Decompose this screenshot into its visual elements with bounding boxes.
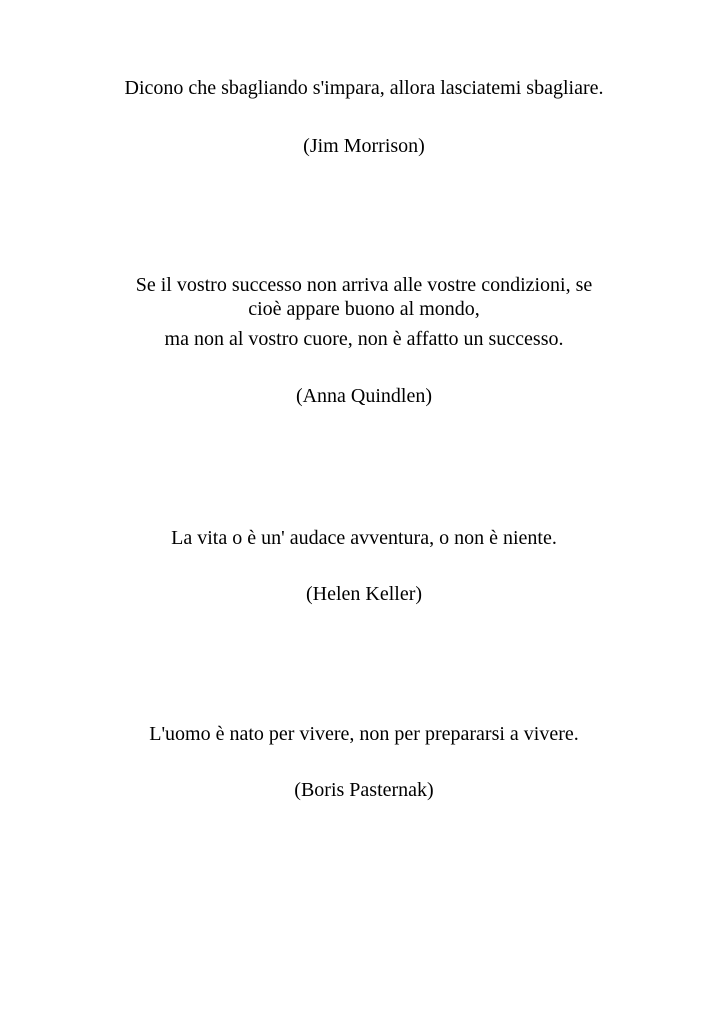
quote-text-line: L'uomo è nato per vivere, non per prepararsi a vivere.	[149, 723, 579, 745]
quote-text-line: ma non al vostro cuore, non è affatto un successo.	[164, 328, 564, 350]
quote-text-line: Dicono che sbagliando s'impara, allora lasciatemi sbagliare.	[124, 77, 604, 99]
quote-author: (Helen Keller)	[305, 583, 423, 605]
quote-author: (Boris Pasternak)	[294, 779, 434, 801]
quote-text-line: Se il vostro successo non arriva alle vostre condizioni, se	[135, 274, 593, 296]
quote-author: (Jim Morrison)	[303, 135, 425, 157]
quote-text-line: cioè appare buono al mondo,	[248, 298, 480, 320]
quote-text-line: La vita o è un' audace avventura, o non è niente.	[171, 527, 557, 549]
quote-author: (Anna Quindlen)	[295, 385, 433, 407]
